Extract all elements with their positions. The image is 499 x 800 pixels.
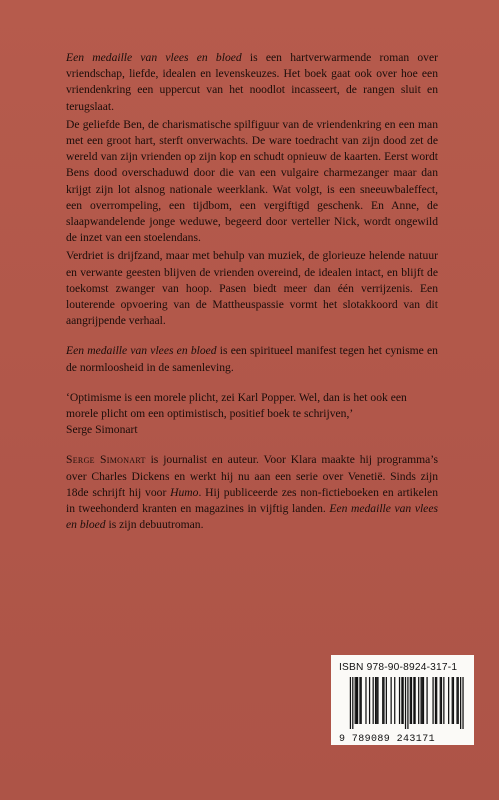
barcode-bar bbox=[375, 677, 376, 724]
barcode-bar bbox=[356, 677, 357, 724]
barcode-bar bbox=[426, 677, 427, 724]
quote-author: Serge Simonart bbox=[66, 423, 138, 437]
quote-paragraph bbox=[66, 390, 438, 439]
barcode-bar bbox=[391, 677, 392, 724]
barcode-bar bbox=[401, 677, 402, 724]
barcode-bar bbox=[456, 677, 457, 724]
isbn-label: ISBN 978-90-8924-317-1 bbox=[339, 662, 458, 673]
barcode-bar bbox=[350, 677, 351, 729]
barcode-bar bbox=[403, 677, 404, 724]
barcode-bar bbox=[376, 677, 377, 724]
manifest-text: is een spiritueel manifest tegen het cynisme en de normloosheid in de samenleving. bbox=[66, 344, 438, 374]
plot-paragraph: De geliefde Ben, de charismatische spilfiguur van de vriendenkring en een man met een groot hart, sterft onverwachts. De ware toedracht van zijn dood zet de wereld van zijn vrienden op zijn kop en schudt opnieuw de kaarten. Eerst wordt Bens dood overschaduwd door die van een vulgaire charmezanger maar dan krijgt zijn lot alsnog nationale weerklank. Wat volgt, is een sneeuwbaleffect, een overrompeling, een tijdbom, een vergiftigd geschenk. En Anne, de slaapwandelende jonge weduwe, begeerd door verteller Nick, wordt ongewild de inzet van een stoelendans. bbox=[66, 117, 438, 245]
barcode-bar bbox=[460, 677, 461, 729]
barcode-bar bbox=[443, 677, 444, 724]
barcode-bar bbox=[420, 677, 421, 724]
barcode-bar bbox=[418, 677, 419, 724]
barcode-bar bbox=[352, 677, 353, 729]
book-title-italic: Een medaille van vlees en bloed bbox=[66, 51, 242, 64]
barcode-bar bbox=[452, 677, 453, 724]
barcode-bar bbox=[453, 677, 454, 724]
manifest-paragraph bbox=[66, 343, 438, 375]
book-title-italic: Een medaille van vlees en bloed bbox=[66, 344, 217, 358]
barcode-bar bbox=[382, 677, 383, 724]
barcode-bar bbox=[357, 677, 358, 724]
barcode-bar bbox=[383, 677, 384, 724]
barcode-bar bbox=[407, 677, 408, 729]
barcode-bar bbox=[399, 677, 400, 724]
barcode-bar bbox=[373, 677, 374, 724]
barcode-bar bbox=[462, 677, 463, 729]
barcode-bar bbox=[359, 677, 360, 724]
blurb-text bbox=[66, 50, 438, 533]
author-name: Serge Simonart bbox=[66, 453, 146, 467]
bio-text-3: is zijn debuutroman. bbox=[105, 518, 204, 532]
barcode-bar bbox=[369, 677, 370, 724]
barcode-bar bbox=[377, 677, 378, 724]
bio-text-1: is journalist en auteur. Voor Klara maakte hij programma’s over Charles Dickens en werkt hij nu aan een serie over Venetië. Sinds zijn 18de schrijft hij voor bbox=[66, 453, 439, 499]
intro-text: is een hartverwarmende roman over vriendschap, liefde, idealen en levenskeuzes. Het boek gaat ook over hoe een vriendenkring een uppercut van het noodlot incasseert, de rangen sluit en terugslaat. bbox=[66, 51, 438, 113]
isbn-barcode bbox=[331, 655, 474, 745]
author-bio-paragraph bbox=[66, 452, 438, 533]
barcode-bar bbox=[386, 677, 387, 724]
barcode-bar bbox=[411, 677, 412, 724]
barcode-bar bbox=[441, 677, 442, 724]
barcode-bar bbox=[410, 677, 411, 724]
barcode-bar bbox=[436, 677, 437, 724]
barcode-bar bbox=[361, 677, 362, 724]
quote-text: ‘Optimisme is een morele plicht, zei Karl Popper. Wel, dan is het ook een morele plicht om een optimistisch, positief boek te schrijven,’ bbox=[66, 390, 407, 421]
barcode-bar bbox=[394, 677, 395, 724]
intro-paragraph bbox=[66, 50, 438, 115]
barcode-bar bbox=[422, 677, 423, 724]
barcode-bar bbox=[365, 677, 366, 724]
barcode-digits: 9 789089 243171 bbox=[339, 734, 436, 745]
barcode-bar bbox=[405, 677, 406, 729]
barcode-bar bbox=[423, 677, 424, 724]
barcode-bar bbox=[355, 677, 356, 724]
book-title-italic: Een medaille van vlees en bloed bbox=[66, 502, 438, 532]
barcode-bar bbox=[413, 677, 414, 724]
barcode-bar bbox=[432, 677, 433, 724]
theme-paragraph: Verdriet is drijfzand, maar met behulp van muziek, de glorieuze helende natuur en verwante geesten blijven de vrienden overeind, de idealen intact, en blijft de toekomst zwanger van hoop. Pasen biedt meer dan één verrijzenis. Een louterende opvoering van de Mattheuspassie vormt het slotakkoord van dit aangrijpende verhaal. bbox=[66, 249, 438, 328]
barcode-bar bbox=[458, 677, 459, 724]
bio-text-2: . Hij publiceerde zes non-fictieboeken en artikelen in tweehonderd kranten en magazines in vijftig landen. bbox=[66, 485, 438, 516]
barcode-bars bbox=[339, 677, 466, 729]
barcode-bar bbox=[414, 677, 415, 724]
barcode-bar bbox=[440, 677, 441, 724]
magazine-name: Humo bbox=[170, 485, 199, 499]
barcode-bar bbox=[435, 677, 436, 724]
barcode-bar bbox=[448, 677, 449, 724]
